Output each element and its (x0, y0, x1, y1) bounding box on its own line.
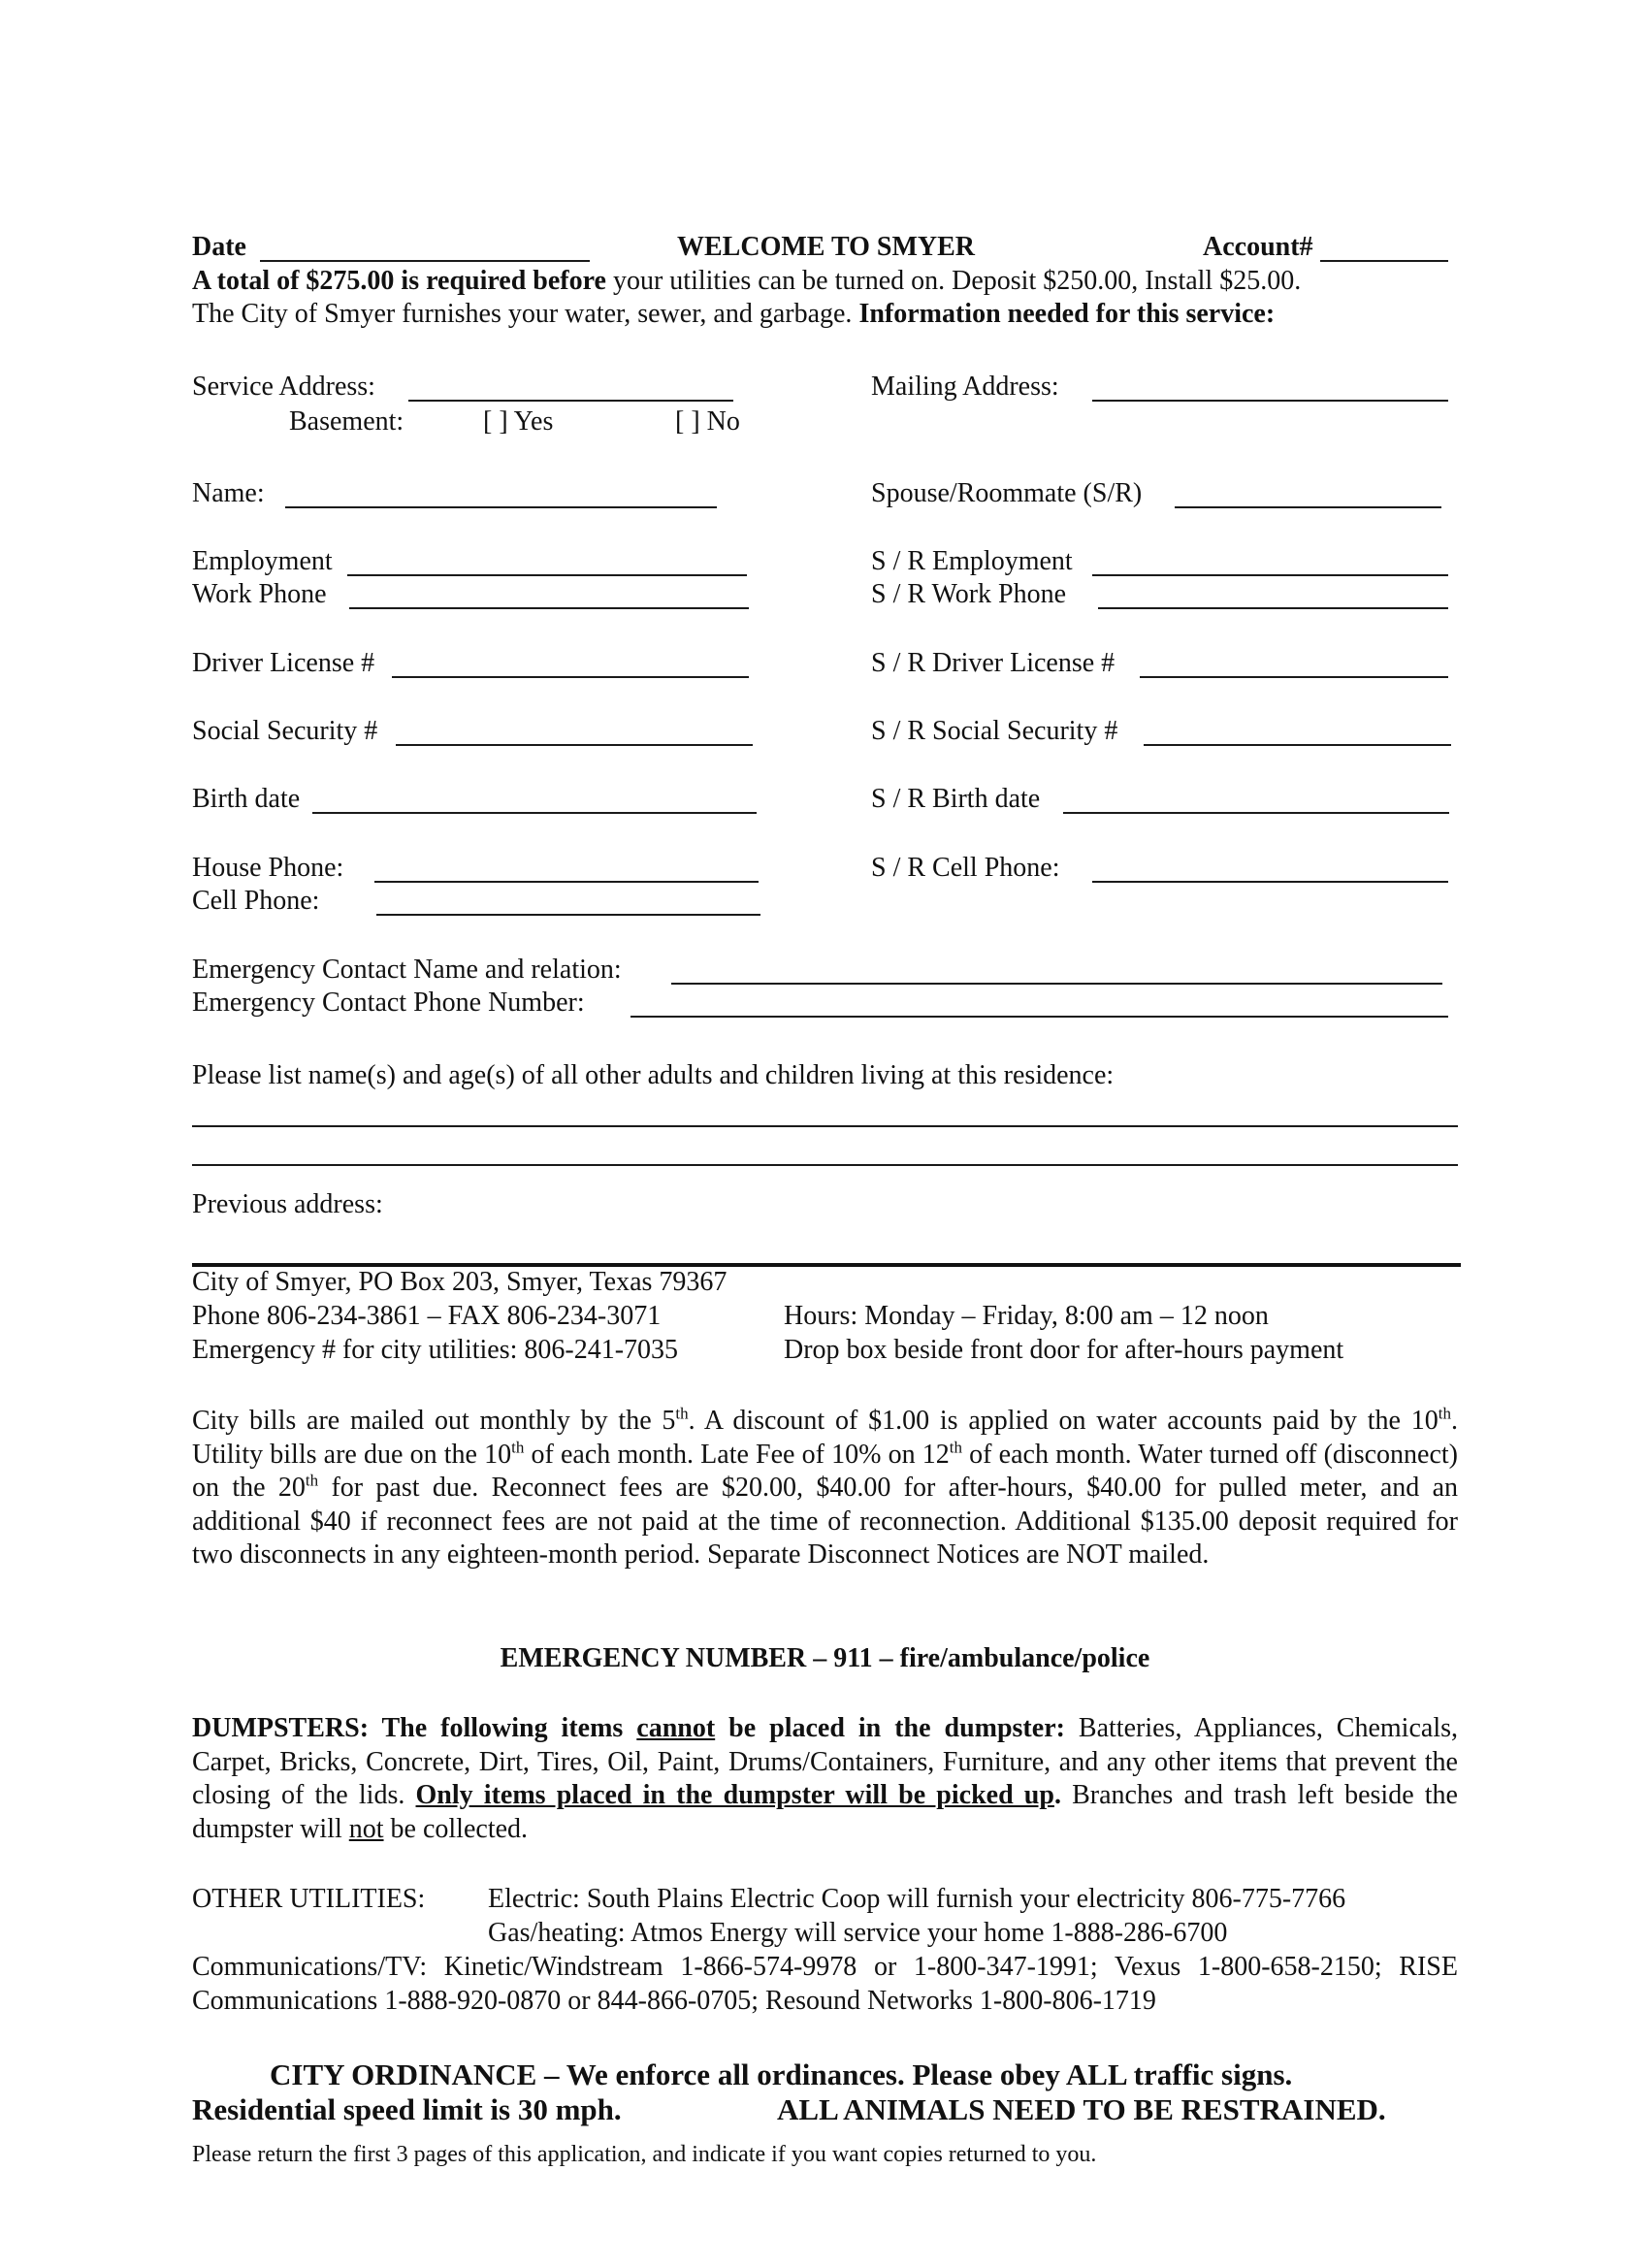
emergency-contact-name-label: Emergency Contact Name and relation: (192, 955, 622, 985)
work-phone-label: Work Phone (192, 579, 327, 609)
residents-field-1[interactable] (192, 1125, 1458, 1127)
city-address: City of Smyer, PO Box 203, Smyer, Texas 79367 (192, 1267, 728, 1297)
emergency-contact-phone-field[interactable] (630, 1016, 1448, 1018)
sr-social-security-label: S / R Social Security # (871, 716, 1118, 746)
sr-social-security-field[interactable] (1144, 744, 1451, 746)
mailing-address-label: Mailing Address: (871, 372, 1059, 402)
spouse-field[interactable] (1175, 506, 1441, 508)
sr-birth-date-label: S / R Birth date (871, 784, 1041, 814)
previous-address-label: Previous address: (192, 1189, 383, 1219)
employment-label: Employment (192, 546, 333, 576)
driver-license-label: Driver License # (192, 648, 375, 678)
application-form (192, 0, 1458, 2268)
electric-utility: Electric: South Plains Electric Coop will furnish your electricity 806-775-7766 (488, 1884, 1346, 1914)
basement-label: Basement: (289, 406, 404, 437)
intro-line-2: The City of Smyer furnishes your water, sewer, and garbage. Information needed for this service: (192, 299, 1276, 329)
sr-driver-license-field[interactable] (1140, 676, 1448, 678)
house-phone-field[interactable] (374, 881, 759, 883)
social-security-field[interactable] (396, 744, 753, 746)
emergency-contact-phone-label: Emergency Contact Phone Number: (192, 988, 585, 1018)
date-label: Date (192, 232, 246, 262)
sr-employment-label: S / R Employment (871, 546, 1073, 576)
birth-date-label: Birth date (192, 784, 301, 814)
dumpsters-paragraph: DUMPSTERS: The following items cannot be placed in the dumpster: Batteries, Appliances, Chemicals, Carpet, Bricks, Concrete, Dirt, Tires, Oil, Paint, Drums/Containers, Furniture, and any other items that prevent the closing of the lids. Only items placed in the dumpster will be picked up. Branches and trash left beside the dumpster will not be collected. (192, 1713, 1458, 1844)
house-phone-label: House Phone: (192, 853, 344, 883)
sr-work-phone-label: S / R Work Phone (871, 579, 1067, 609)
footer-note: Please return the first 3 pages of this application, and indicate if you want copies returned to you. (192, 2142, 1097, 2167)
sr-birth-date-field[interactable] (1063, 812, 1449, 814)
service-address-field[interactable] (408, 400, 733, 402)
name-label: Name: (192, 478, 265, 508)
emergency-contact-name-field[interactable] (671, 983, 1442, 985)
cell-phone-label: Cell Phone: (192, 886, 320, 916)
sr-cell-phone-field[interactable] (1092, 881, 1448, 883)
account-label: Account# (1203, 232, 1313, 262)
account-field[interactable] (1320, 260, 1448, 262)
sr-employment-field[interactable] (1092, 574, 1448, 576)
city-emergency-number: Emergency # for city utilities: 806-241-7035 (192, 1335, 679, 1365)
work-phone-field[interactable] (349, 607, 749, 609)
city-ordinance: CITY ORDINANCE – We enforce all ordinances. Please obey ALL traffic signs. (270, 2057, 1293, 2091)
office-hours: Hours: Monday – Friday, 8:00 am – 12 noon (784, 1301, 1269, 1331)
social-security-label: Social Security # (192, 716, 378, 746)
intro-line-1: A total of $275.00 is required before your utilities can be turned on. Deposit $250.00, Install $25.00. (192, 266, 1302, 296)
sr-driver-license-label: S / R Driver License # (871, 648, 1116, 678)
communications-utility: Communications/TV: Kinetic/Windstream 1-866-574-9978 or 1-800-347-1991; Vexus 1-800-658-2150; RISE Communications 1-888-920-0870 or 844-866-0705; Resound Networks 1-800-806-1719 (192, 1952, 1458, 2016)
sr-cell-phone-label: S / R Cell Phone: (871, 853, 1060, 883)
basement-no-checkbox[interactable]: [ ] No (675, 406, 740, 437)
sr-work-phone-field[interactable] (1098, 607, 1448, 609)
name-field[interactable] (285, 506, 717, 508)
cell-phone-field[interactable] (376, 914, 760, 916)
emergency-number-heading: EMERGENCY NUMBER – 911 – fire/ambulance/police (500, 1643, 1150, 1673)
billing-paragraph: City bills are mailed out monthly by the 5th. A discount of $1.00 is applied on water accounts paid by the 10th. Utility bills are due on the 10th of each month. Late Fee of 10% on 12th of each month. Water turned off (disconnect) on the 20th for past due. Reconnect fees are $20.00, $40.00 for after-hours, $40.00 for pulled meter, and an additional $40 if reconnect fees are not paid at the time of reconnection. Additional $135.00 deposit required for two disconnects in any eighteen-month period. Separate Disconnect Notices are NOT mailed. (192, 1404, 1458, 1570)
city-phone: Phone 806-234-3861 – FAX 806-234-3071 (192, 1301, 662, 1331)
service-address-label: Service Address: (192, 372, 375, 402)
birth-date-field[interactable] (312, 812, 757, 814)
residents-field-2[interactable] (192, 1164, 1458, 1166)
animals-restrained: ALL ANIMALS NEED TO BE RESTRAINED. (777, 2092, 1386, 2126)
other-utilities-label: OTHER UTILITIES: (192, 1884, 426, 1914)
residents-label: Please list name(s) and age(s) of all other adults and children living at this residence: (192, 1060, 1115, 1090)
gas-utility: Gas/heating: Atmos Energy will service your home 1-888-286-6700 (488, 1918, 1228, 1948)
mailing-address-field[interactable] (1092, 400, 1448, 402)
drop-box-note: Drop box beside front door for after-hours payment (784, 1335, 1344, 1365)
employment-field[interactable] (347, 574, 747, 576)
date-field[interactable] (260, 260, 590, 262)
spouse-label: Spouse/Roommate (S/R) (871, 478, 1143, 508)
basement-yes-checkbox[interactable]: [ ] Yes (483, 406, 554, 437)
driver-license-field[interactable] (392, 676, 749, 678)
speed-limit: Residential speed limit is 30 mph. (192, 2092, 622, 2126)
page-title: WELCOME TO SMYER (677, 232, 976, 262)
